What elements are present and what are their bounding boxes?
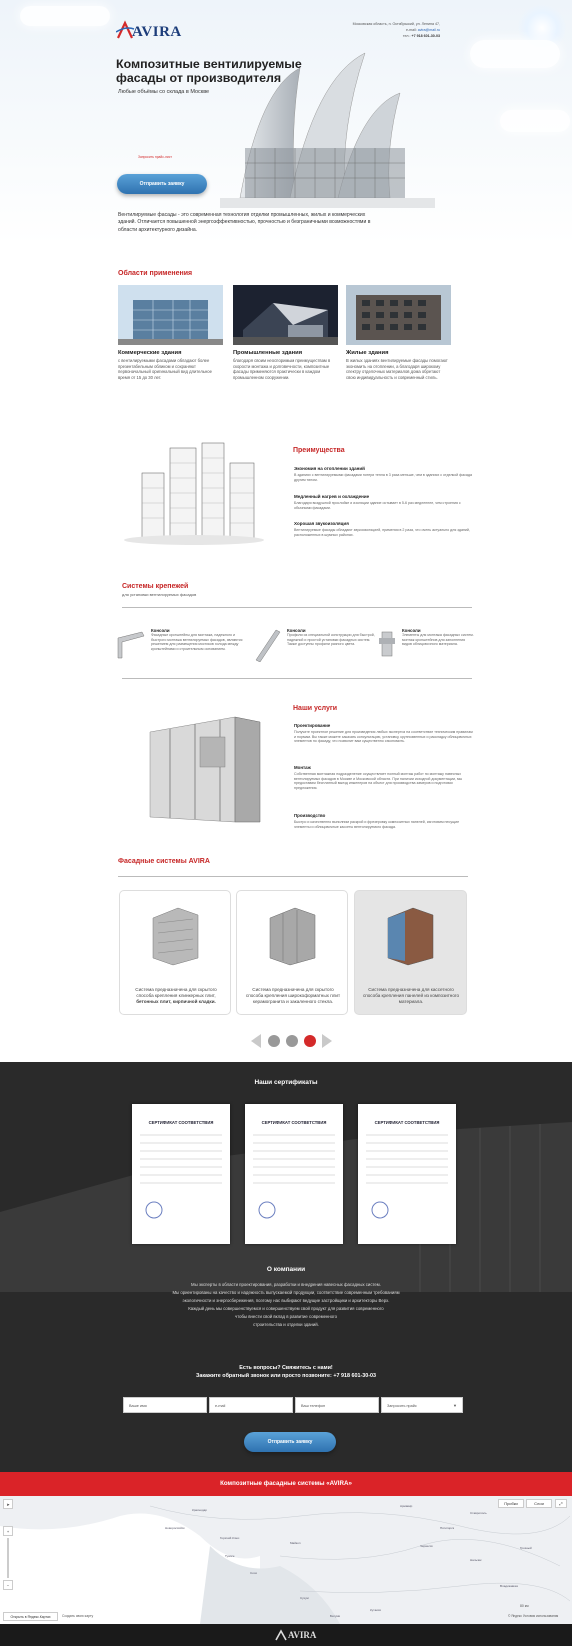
advantages-title: Преимущества bbox=[293, 447, 345, 454]
card-text: с вентилируемыми фасадами обладают более презентабельным обликом и сохраняют первоначальный оригинальный вид длительное время от 15 до 30 лет. bbox=[118, 358, 212, 380]
phone-link[interactable]: +7 918 601-30-03 bbox=[411, 34, 440, 38]
cloud bbox=[20, 6, 110, 26]
cloud bbox=[470, 40, 560, 68]
system-card[interactable] bbox=[236, 890, 348, 1015]
header-contacts: Московская область, п. Октябрьский, ул. Ленина 47, e-mail: avira@mail.ru тел.: +7 918 601-30-03 bbox=[352, 22, 440, 38]
certificate-image[interactable] bbox=[245, 1104, 343, 1244]
carousel-next-icon[interactable] bbox=[322, 1034, 332, 1048]
fastener-element-image bbox=[376, 628, 400, 662]
composite-system-image bbox=[383, 903, 438, 968]
about-title: О компании bbox=[266, 1266, 306, 1273]
divider bbox=[118, 876, 468, 877]
system-text: Система предназначена для скрытого способа крепления широкоформатных плит керамогранита и закаленного стекла. bbox=[245, 987, 341, 1004]
carousel-dot[interactable] bbox=[268, 1035, 280, 1047]
advantage-title: Медленный нагрев и охлаждение bbox=[294, 494, 370, 499]
profile-rail-image bbox=[250, 628, 284, 662]
fullscreen-icon[interactable]: ⤢ bbox=[555, 1499, 567, 1508]
clinker-system-image bbox=[148, 903, 203, 968]
console-bracket-image bbox=[114, 628, 148, 662]
page-title: Композитные вентилируемые фасады от производителя bbox=[116, 57, 302, 85]
mount-text: Элементы для монтажа фасадных систем. монтаж кронштейнов для заполнения видов облицовочного материала. bbox=[402, 633, 474, 647]
zoom-in-button[interactable]: + bbox=[3, 1526, 13, 1536]
create-map-link[interactable]: Создать свою карту bbox=[62, 1614, 94, 1618]
zoom-out-button[interactable]: − bbox=[3, 1580, 13, 1590]
footer-logo-text[interactable]: AVIRA bbox=[288, 1630, 317, 1640]
areas-title: Области применения bbox=[118, 270, 193, 277]
system-card[interactable] bbox=[119, 890, 231, 1015]
map-scale: 80 км bbox=[520, 1604, 529, 1608]
certificates-title: Наши сертификаты bbox=[254, 1079, 318, 1086]
system-card-active[interactable] bbox=[354, 890, 467, 1015]
advantage-title: Хорошая звукоизоляция bbox=[294, 521, 349, 526]
map-terrain-image bbox=[0, 1496, 572, 1624]
certificate-image[interactable] bbox=[132, 1104, 230, 1244]
system-text: Система предназначена для кассетного способа крепления панелей из композитного материала. bbox=[362, 987, 460, 1004]
layers-button[interactable]: Слои bbox=[526, 1499, 552, 1508]
card-text: В жилых зданиях вентилируемые фасады помогают экономить на отоплении, а благодаря широкому спектру отделочных материалов дома обретают свою индивидуальность и современный стиль. bbox=[346, 358, 448, 380]
advantage-text: Благодаря воздушной прослойке и изоляции здание остывает в 5-6 раз медленнее, чем строения с обычными фасадами. bbox=[294, 501, 461, 510]
yandex-map[interactable]: Краснодар Новороссийск Армавир Сочи Ставрополь Черкесск Нальчик Сухум Кутаиси Грозный Горячий Ключ Туапсе Майкоп Пятигорск Владикавказ Батуми ➤ + − Пробки Слои ⤢ Открыть в Яндекс.Картах Создать свою карту 80 км © Яндекс Условия использования bbox=[0, 1496, 572, 1624]
geolocation-icon[interactable]: ➤ bbox=[3, 1499, 13, 1509]
mounts-title: Системы крепежей bbox=[122, 583, 189, 590]
skyscrapers-sketch-image bbox=[122, 438, 267, 548]
services-title: Наши услуги bbox=[293, 705, 338, 712]
mount-title: Консоли bbox=[287, 628, 306, 633]
carousel-dot[interactable] bbox=[286, 1035, 298, 1047]
cloud bbox=[500, 110, 570, 132]
service-title: Производство bbox=[294, 813, 326, 818]
card-title: Промышленные здания bbox=[233, 350, 303, 356]
service-text: Собственная монтажная подразделение осуществляет полный монтаж работ по монтажу навесных вентилируемых фасадов в Москве и Московской области. При наличии исходной документации, мы предоставим бесплатный выезд инженеров на объект для производства замеров и подготовки предложения. bbox=[294, 772, 463, 791]
hero-subtitle: Любые объёмы со склада в Москве bbox=[118, 89, 210, 95]
card-title: Жилые здания bbox=[346, 350, 389, 356]
email-input[interactable]: e-mail bbox=[209, 1397, 293, 1413]
map-copyright[interactable]: © Яндекс Условия использования bbox=[508, 1614, 559, 1618]
system-text: Система предназначена для скрытого способа крепления клинкерных плит, bbox=[135, 987, 217, 998]
mounts-subtitle: для установки вентилируемых фасадов bbox=[122, 592, 197, 597]
service-text: Получите проектное решение для произведения любых экспертиз на соответствие техническим правилам и нормам. Вы также можете заказать консультацию, установку, крупнозвенных и раскладку облицовочных элементов по фасаду, что позволит вам существенно сэкономить. bbox=[294, 730, 473, 744]
form-heading: Есть вопросы? Свяжитесь с нами! Закажите обратный звонок или просто позвоните: +7 918 601-30-03 bbox=[195, 1365, 377, 1379]
footer-title-bar: Композитные фасадные системы «AVIRA» bbox=[0, 1472, 572, 1496]
open-in-yandex-link[interactable]: Открыть в Яндекс.Картах bbox=[3, 1612, 58, 1621]
carousel-prev-icon[interactable] bbox=[251, 1034, 261, 1048]
logo-text: AVIRA bbox=[132, 24, 182, 40]
form-submit-button[interactable]: Отправить заявку bbox=[244, 1432, 336, 1452]
phone-input[interactable]: Ваш телефон bbox=[295, 1397, 379, 1413]
carousel-dot-active[interactable] bbox=[304, 1035, 316, 1047]
mount-text: Профили из специальной конструкции для быстрой, надежной и простой установки фасадных систем. Также доступны профили разного цвета. bbox=[287, 633, 375, 647]
about-text: Мы эксперты в области проектирования, разработки и внедрения навесных фасадных систем. Мы ориентированы на качество и надежность выпускаемой продукции, соответствие современным требованиям экологичности и энергосбережения, поэтому нас выбирают ведущие застройщики и архитекторы Верх. Каждый день мы совершенствуемся и совершенствуем свой продукт для развития современного чтобы внести свой вклад в развитие современного строительства и отделки зданий. bbox=[172, 1282, 400, 1327]
request-select[interactable]: Запросить прайс ▼ bbox=[381, 1397, 463, 1413]
card-text: благодаря своим неоспоримым преимуществам в скорости монтажа и долговечности, композитные фасады применяются практически в каждом промышленном сооружении. bbox=[233, 358, 331, 380]
hero-section bbox=[0, 0, 572, 245]
card-title: Коммерческие здания bbox=[118, 350, 182, 356]
hero-submit-button[interactable]: Отправить заявку bbox=[117, 174, 207, 194]
address: Московская область, п. Октябрьский, ул. Ленина 47, bbox=[352, 22, 440, 26]
industrial-building-image bbox=[233, 285, 338, 345]
mount-title: Консоли bbox=[151, 628, 170, 633]
certificate-image[interactable] bbox=[358, 1104, 456, 1244]
certificate-heading: СЕРТИФИКАТ СООТВЕТСТВИЯ bbox=[148, 1120, 214, 1125]
advantage-text: В зданиях с вентилируемыми фасадами потери тепла в 3 раза меньше, чем в зданиях с отделкой фасада другим типом. bbox=[294, 473, 473, 482]
zoom-slider[interactable] bbox=[7, 1538, 9, 1578]
service-title: Монтаж bbox=[294, 765, 311, 770]
price-list-link[interactable]: Запросить прайс-лист bbox=[138, 155, 172, 159]
divider bbox=[122, 678, 472, 679]
facade-installation-image bbox=[140, 712, 270, 827]
traffic-button[interactable]: Пробки bbox=[498, 1499, 524, 1508]
certificate-heading: СЕРТИФИКАТ СООТВЕТСТВИЯ bbox=[261, 1120, 327, 1125]
porcelain-system-image bbox=[265, 903, 320, 968]
chevron-down-icon: ▼ bbox=[453, 1403, 457, 1408]
residential-building-image bbox=[346, 285, 451, 345]
advantage-text: Вентилируемые фасады обладают звукоизоляцией, применяя в 2 раза, что очень актуально для зданий, расположенных в шумных районах. bbox=[294, 528, 470, 537]
footer-logo-icon bbox=[274, 1629, 288, 1641]
advantage-title: Экономия на отоплении зданий bbox=[294, 466, 365, 471]
service-text: Быстро и качественно выполним раскрой и фрезеровку композитных панелей, изготовим несущие элементы и облицовочные кассеты вентилируемого фасада. bbox=[294, 820, 460, 829]
intro-text: Вентилируемые фасады - это современная технология отделки промышленных, жилых и коммерческих зданий. Отличается повышенной энергоэффективностью, прочностью и безграничными возможностями в области архитектурного дизайна. bbox=[118, 212, 371, 233]
systems-title: Фасадные системы AVIRA bbox=[118, 858, 210, 865]
divider bbox=[122, 607, 472, 608]
commercial-building-image bbox=[118, 285, 223, 345]
mount-text: Фасадные кронштейны для монтажа, надежного и быстрого монтажа вентилируемых фасадов, являются решением для размещения мостиков холода между кронштейнами и строительным основанием. bbox=[151, 633, 243, 652]
mount-title: Консоли bbox=[402, 628, 421, 633]
system-text-bold: бетонных плит, кирпичной кладки. bbox=[136, 999, 216, 1004]
footer bbox=[0, 1624, 572, 1646]
certificate-heading: СЕРТИФИКАТ СООТВЕТСТВИЯ bbox=[374, 1120, 440, 1125]
name-input[interactable]: Ваше имя bbox=[123, 1397, 207, 1413]
email-link[interactable]: avira@mail.ru bbox=[417, 28, 440, 32]
service-title: Проектирование bbox=[294, 723, 331, 728]
